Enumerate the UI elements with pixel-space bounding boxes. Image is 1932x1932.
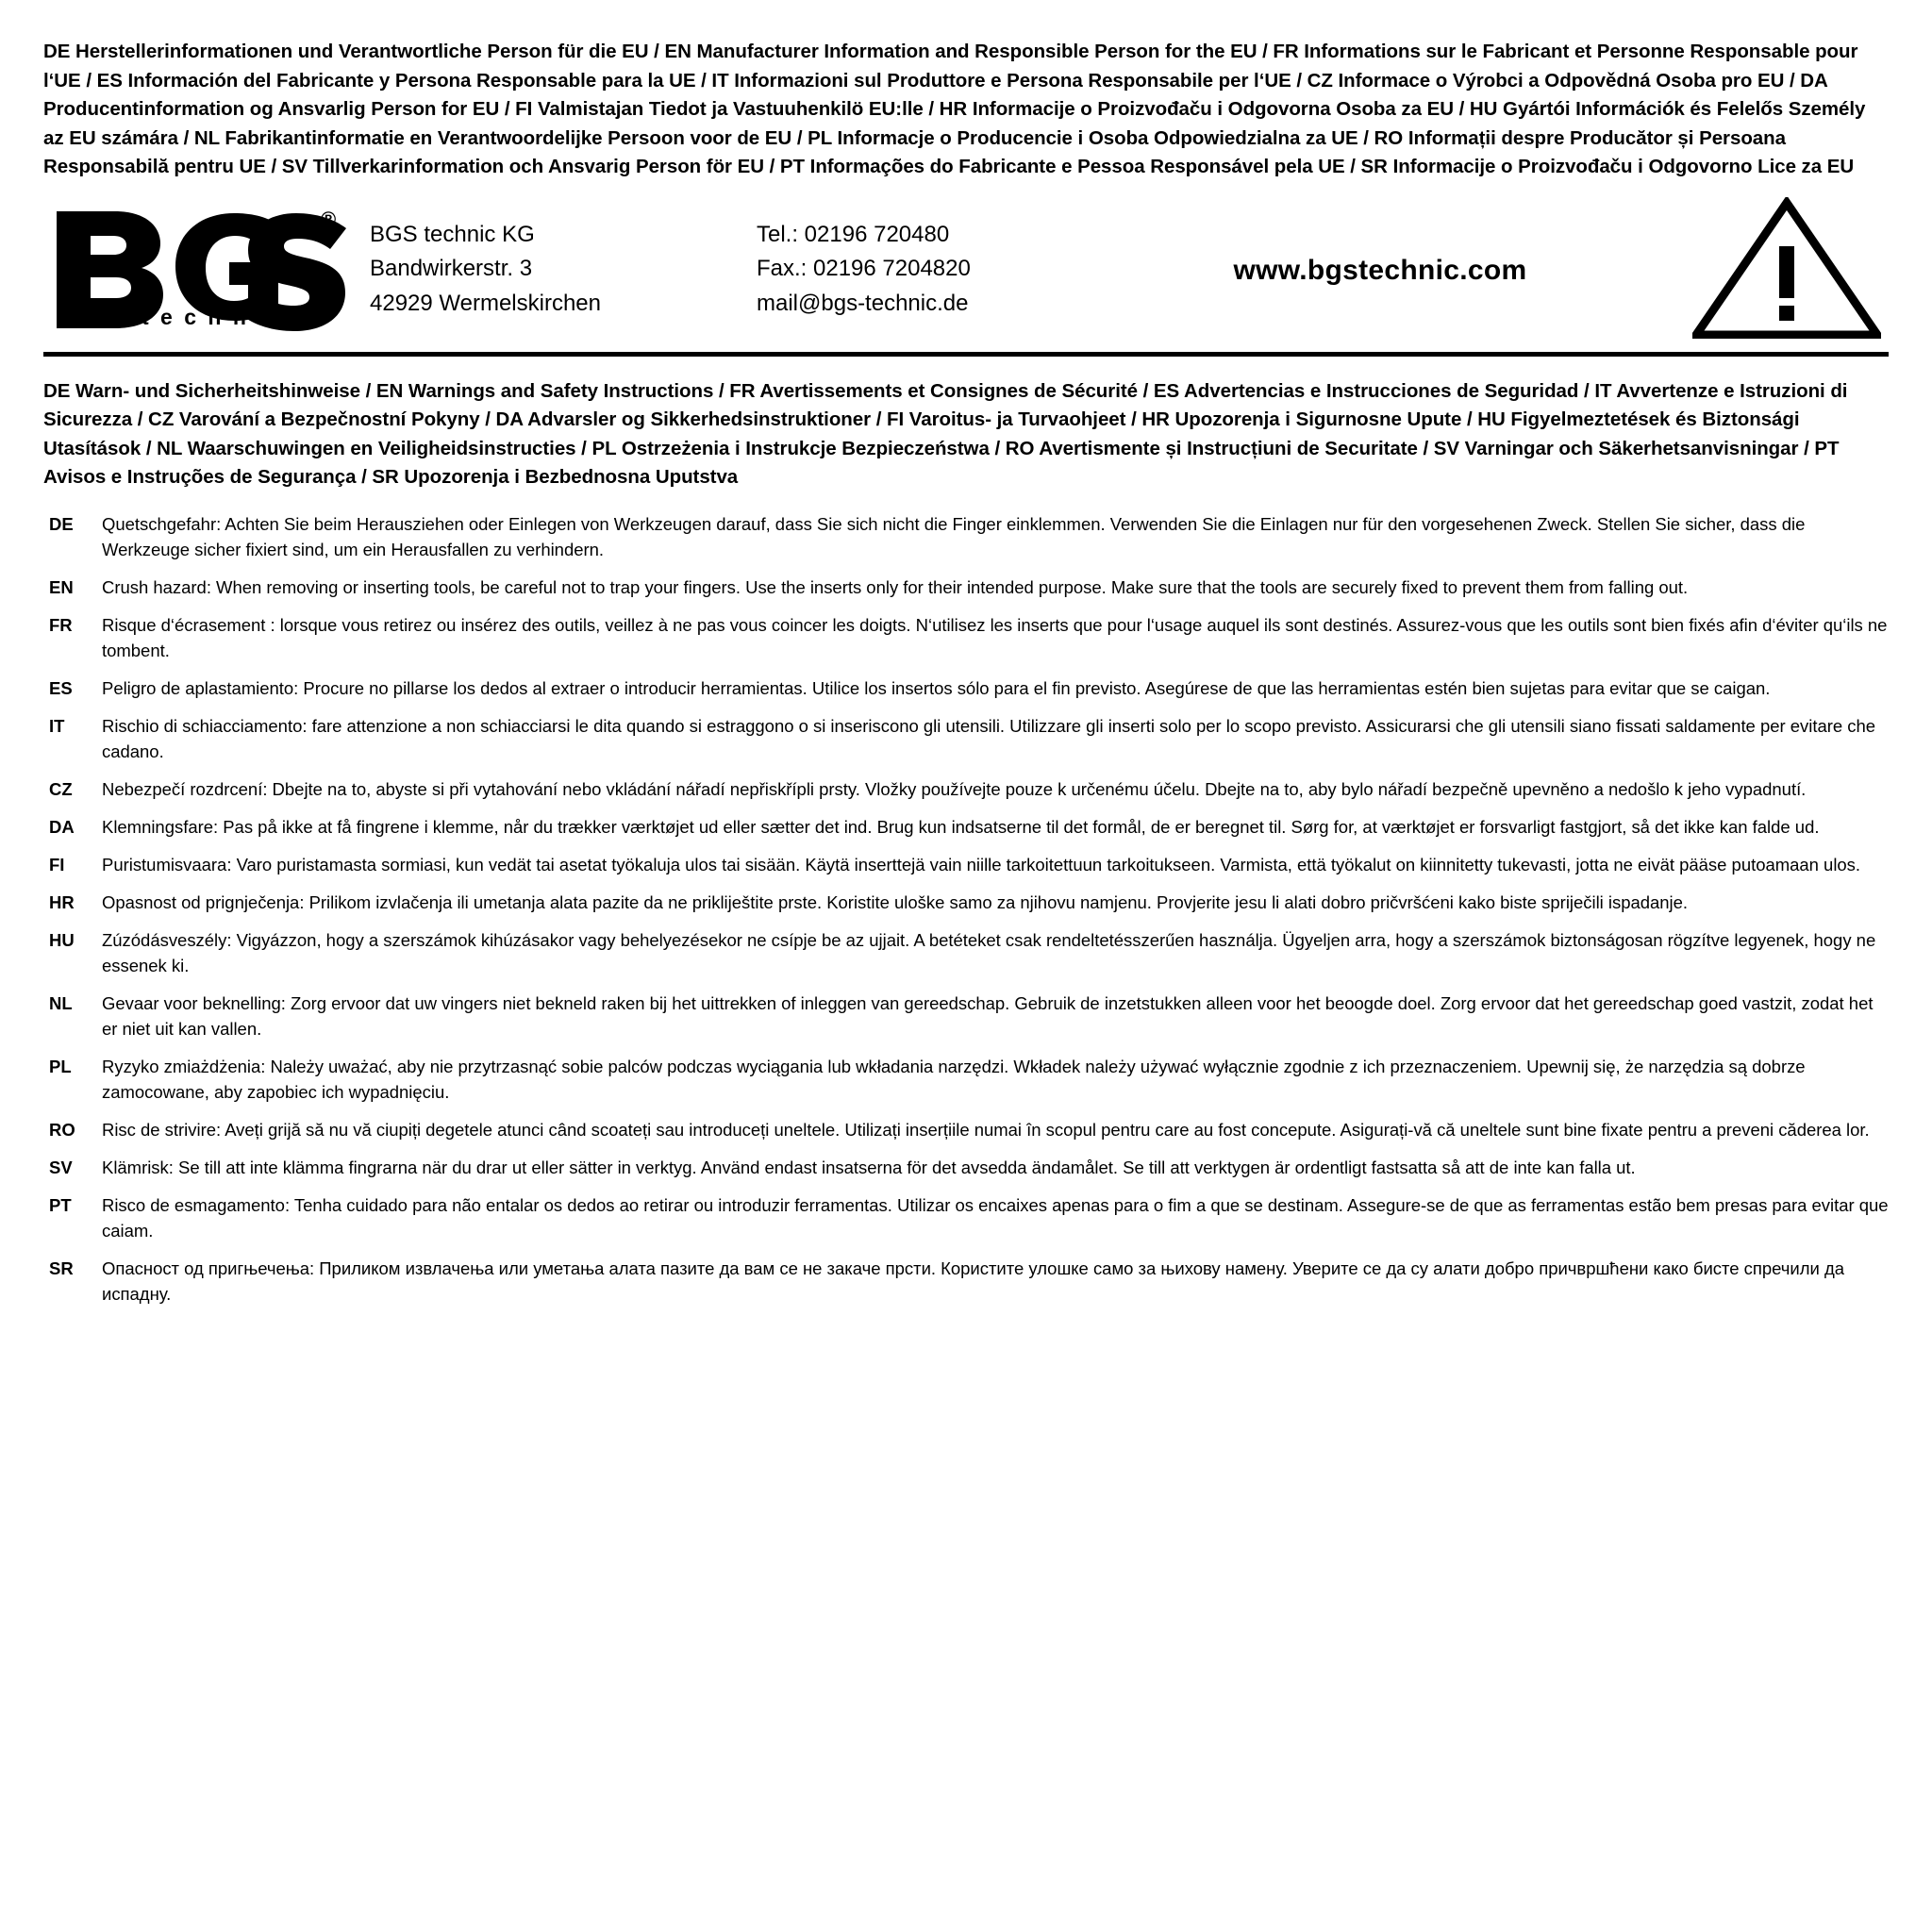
list-item — [43, 776, 1889, 802]
language-text: Risco de esmagamento: Tenha cuidado para não entalar os dedos ao retirar ou introduzir ferramentas. Utilizar os encaixes apenas para o fim a que se destinam. Assegure-se de que as ferramentas estão bem presas para evitar que caiam. — [102, 1194, 1889, 1241]
language-code: SV — [49, 1157, 73, 1177]
language-text: Zúzódásveszély: Vigyázzon, hogy a szerszámok kihúzásakor vagy behelyezésekor ne csípje be az ujjait. A betéteket csak rendeltetésszerűen használja. Ügyeljen arra, hogy a szerszámok biztonságosan rögzítve legyenek, hogy ne essenek ki. — [102, 929, 1876, 975]
company-telephone: Tel.: 02196 720480 — [757, 221, 950, 247]
list-item — [43, 575, 1889, 600]
list-item — [43, 713, 1889, 764]
svg-text:®: ® — [321, 208, 337, 232]
list-item — [43, 1155, 1889, 1180]
language-text: Klemningsfare: Pas på ikke at få fingrene i klemme, når du trækker værktøjet ud eller sætter det ind. Brug kun indsatserne til det formål, de er beregnet til. Sørg for, at værktøjet er forsvarligt fastgjort, så det ikke kan falde ud. — [102, 816, 1820, 837]
manufacturer-information-heading: DE Herstellerinformationen und Verantwortliche Person für die EU / EN Manufacturer Information and Responsible Person for the EU / FR Informations sur le Fabricant et Personne Responsable pour l‘UE / ES Información del Fabricante y Persona Responsable para la UE / IT Informazioni sul Produttore e Persona Responsabile per l‘UE / CZ Informace o Výrobci a Odpovědná Osoba pro EU / DA Producentinformation og Ansvarlig Person for EU / FI Valmistajan Tiedot ja Vastuuhenkilö EU:lle / HR Informacije o Proizvođaču i Odgovorna Osoba za EU / HU Gyártói Információk és Felelős Személy az EU számára / NL Fabrikantinformatie en Verantwoordelijke Persoon voor de EU / PL Informacje o Producencie i Osoba Odpowiedzialna za UE / RO Informații despre Producător și Persoana Responsabilă pentru UE / SV Tillverkarinformation och Ansvarig Person för EU / PT Informações do Fabricante e Pessoa Responsável pela UE / SR Informacije o Proizvođaču i Odgovorno Lice za EU — [43, 41, 1866, 178]
svg-text:t e c h n i c: t e c h n i c — [142, 305, 291, 330]
language-code: RO — [49, 1119, 75, 1140]
language-text: Ryzyko zmiażdżenia: Należy uważać, aby nie przytrzasnąć sobie palców podczas wyciągania lub wkładania narzędzi. Wkładek należy używać wyłącznie zgodnie z ich przeznaczeniem. Upewnij się, że narzędzia są dobrze zamocowane, aby zapobiec ich wypadnięciu. — [102, 1056, 1806, 1102]
list-item — [43, 511, 1889, 562]
language-code: PT — [49, 1194, 72, 1215]
language-code: DA — [49, 816, 75, 837]
bgs-logo — [43, 204, 360, 331]
language-code: FI — [49, 854, 65, 874]
language-text: Peligro de aplastamiento: Procure no pillarse los dedos al extraer o introducir herramientas. Utilice los insertos sólo para el fin previsto. Asegúrese de que las herramientas estén bien sujetas para evitar que se caigan. — [102, 677, 1771, 698]
language-text: Gevaar voor beknelling: Zorg ervoor dat uw vingers niet bekneld raken bij het uittrekken of inleggen van gereedschap. Gebruik de inzetstukken alleen voor het beoogde doel. Zorg ervoor dat het gereedschap goed vastzit, zodat het er niet uit kan vallen. — [102, 992, 1874, 1039]
language-code: DE — [49, 513, 74, 534]
warning-triangle-icon — [1692, 197, 1881, 339]
safety-instructions-list — [43, 511, 1889, 1307]
list-item — [43, 927, 1889, 978]
language-text: Opasnost od prignječenja: Prilikom izvlačenja ili umetanja alata pazite da ne prikliještite prste. Koristite uloške samo za njihovu namjenu. Provjerite jesu li alati dobro pričvršćeni kako biste spriječili ispadanje. — [102, 891, 1689, 912]
bgs-logo-icon — [49, 204, 351, 331]
language-text: Risc de strivire: Aveți grijă să nu vă ciupiți degetele atunci când scoateți sau introduceți uneltele. Utilizați inserțiile numai în scopul pentru care au fost concepute. Asigurați-vă că uneltele sunt bine fixate pentru a preveni căderea lor. — [102, 1119, 1870, 1140]
company-address — [360, 214, 757, 321]
warning-triangle — [1664, 197, 1889, 339]
list-item — [43, 1192, 1889, 1243]
company-name: BGS technic KG — [370, 221, 535, 247]
list-item — [43, 1256, 1889, 1307]
safety-instructions-heading: DE Warn- und Sicherheitshinweise / EN Warnings and Safety Instructions / FR Avertissements et Consignes de Sécurité / ES Advertencias e Instrucciones de Seguridad / IT Avvertenze e Istruzioni di Sicurezza / CZ Varování a Bezpečnostní Pokyny / DA Advarsler og Sikkerhedsinstruktioner / FI Varoitus- ja Turvaohjeet / HR Upozorenja i Sigurnosne Upute / HU Figyelmeztetések és Biztonsági Utasítások / NL Waarschuwingen en Veiligheidsinstructies / PL Ostrzeżenia i Instrukcje Bezpieczeństwa / RO Avertismente și Instrucțiuni de Securitate / SV Varningar och Säkerhetsanvisningar / PT Avisos e Instruções de Segurança / SR Upozorenja i Bezbednosna Uputstva — [43, 379, 1848, 489]
list-item — [43, 852, 1889, 877]
company-city: 42929 Wermelskirchen — [370, 290, 602, 316]
company-street: Bandwirkerstr. 3 — [370, 256, 533, 282]
language-text: Опасност од пригњечења: Приликом извлачења или уметања алата пазите да вам се не закаче прсти. Користите улошке само за њихову намену. Уверите се да су алати добро причвршћени како бисте спречили да испадну. — [102, 1257, 1844, 1304]
list-item — [43, 1054, 1889, 1105]
company-email[interactable]: mail@bgs-technic.de — [757, 290, 969, 316]
list-item — [43, 612, 1889, 663]
company-contact — [757, 214, 1096, 321]
language-text: Puristumisvaara: Varo puristamasta sormiasi, kun vedät tai asetat työkaluja ulos tai sisään. Käytä inserttejä vain niille tarkoitettuun tarkoitukseen. Varmista, että työkalut on kiinnitetty tukevasti, jotta ne eivät pääse putoamaan ulos. — [102, 854, 1861, 874]
language-text: Risque d‘écrasement : lorsque vous retirez ou insérez des outils, veillez à ne pas vous coincer les doigts. N‘utilisez les inserts que pour l‘usage auquel ils sont destinés. Assurez-vous que les outils sont bien fixés afin d‘éviter qu‘ils ne tombent. — [102, 614, 1888, 660]
company-website[interactable]: www.bgstechnic.com — [1233, 254, 1527, 286]
company-information-band — [43, 192, 1889, 357]
language-code: ES — [49, 677, 73, 698]
language-text: Klämrisk: Se till att inte klämma fingrarna när du drar ut eller sätter in verktyg. Använd endast insatserna för det avsedda ändamålet. Se till att verktygen är ordentligt fastsatta så att de inte kan falla ut. — [102, 1157, 1636, 1177]
language-text: Nebezpečí rozdrcení: Dbejte na to, abyste si při vytahování nebo vkládání nářadí nepřiskřípli prsty. Vložky používejte pouze k určenému účelu. Dbejte na to, aby bylo nářadí bezpečně upevněno a nedošlo k jeho vypadnutí. — [102, 778, 1807, 799]
list-item — [43, 890, 1889, 915]
language-code: CZ — [49, 778, 73, 799]
language-text: Rischio di schiacciamento: fare attenzione a non schiacciarsi le dita quando si estraggono o si inseriscono gli utensili. Utilizzare gli inserti solo per lo scopo previsto. Assicurarsi che gli utensili siano fissati saldamente per evitare che cadano. — [102, 715, 1876, 761]
company-fax: Fax.: 02196 7204820 — [757, 256, 971, 282]
language-text: Quetschgefahr: Achten Sie beim Herausziehen oder Einlegen von Werkzeugen darauf, dass Sie sich nicht die Finger einklemmen. Verwenden Sie die Einlagen nur für den vorgesehenen Zweck. Stellen Sie sicher, dass die Werkzeuge sicher fixiert sind, um ein Herausfallen zu verhindern. — [102, 513, 1806, 559]
language-code: SR — [49, 1257, 74, 1278]
language-code: FR — [49, 614, 73, 635]
language-code: EN — [49, 576, 74, 597]
list-item — [43, 675, 1889, 701]
language-code: HU — [49, 929, 75, 950]
language-code: IT — [49, 715, 65, 736]
list-item — [43, 991, 1889, 1041]
language-code: PL — [49, 1056, 72, 1076]
language-code: NL — [49, 992, 73, 1013]
language-text: Crush hazard: When removing or inserting tools, be careful not to trap your fingers. Use the inserts only for their intended purpose. Make sure that the tools are securely fixed to prevent them from falling out. — [102, 576, 1689, 597]
language-code: HR — [49, 891, 75, 912]
list-item — [43, 814, 1889, 840]
list-item — [43, 1117, 1889, 1142]
